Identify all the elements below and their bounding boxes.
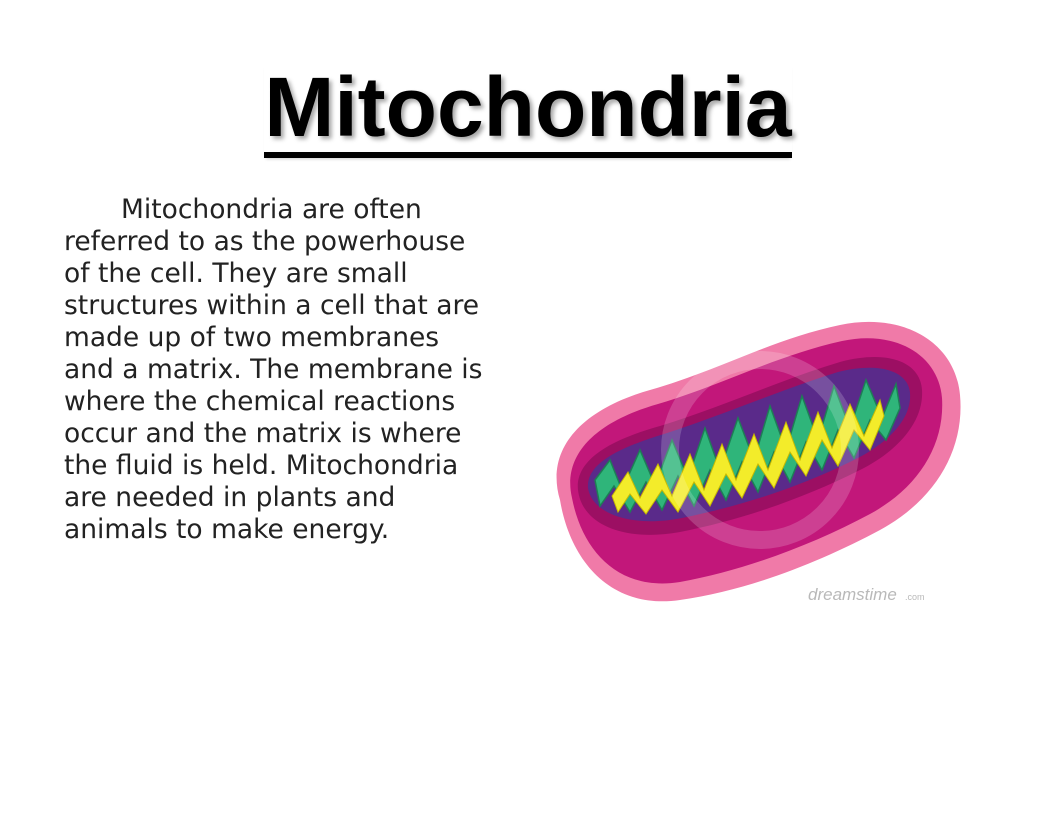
mitochondrion-illustration	[540, 300, 970, 620]
slide-title	[0, 62, 1056, 158]
watermark-text: dreamstime	[808, 585, 897, 604]
watermark-suffix: .com	[905, 592, 925, 602]
slide-paragraph: Mitochondria are often referred to as the powerhouse of the cell. They are small structures within a cell that are made up of two membranes and a matrix. The membrane is where the chemical reactions occur and the matrix is where the fluid is held. Mitochondria are needed in plants and animals to make energy.	[64, 194, 483, 545]
slide-title-text: Mitochondria	[264, 64, 791, 158]
